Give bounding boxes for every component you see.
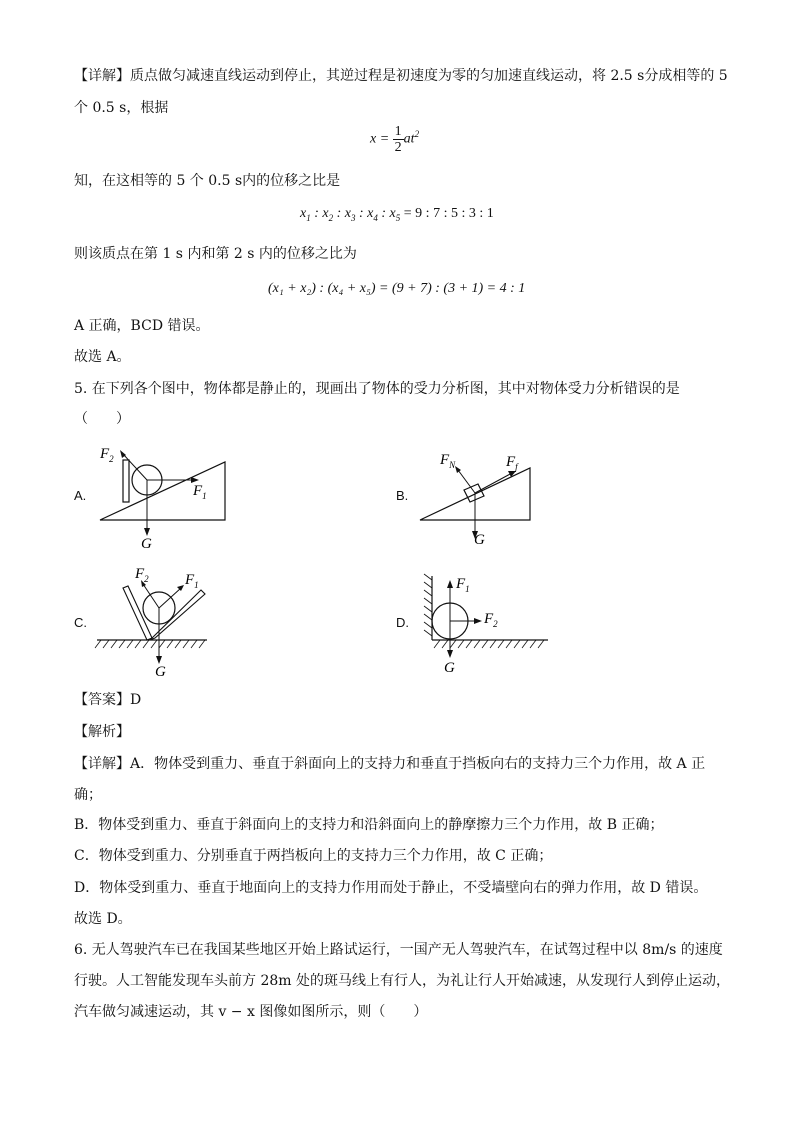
- formula-fraction: [393, 124, 404, 155]
- option-b-label: B.: [396, 488, 409, 503]
- option-c-label: C.: [74, 615, 87, 630]
- q6-line2: 行驶。人工智能发现车头前方 28m 处的斑马线上有行人，为礼让行人开始减速，从发现行人到停止运动，: [74, 973, 730, 989]
- diagram-c: [95, 562, 225, 682]
- formula-sum-ratio: (x₁ + x₂) : (x₄ + x₅) = (9 + 7) : (3 + 1) = 4 : 1: [268, 281, 526, 296]
- force-label-d-f1: $F_1$: [456, 576, 470, 594]
- formula-ratio: $x_1$ : $x_2$ : $x_3$ : $x_4$ : $x_5 = 9$ : 7 : 5 : 3 : 1: [300, 206, 494, 223]
- q4-then-line: 则该质点在第 1 s 内和第 2 s 内的位移之比为: [74, 246, 357, 262]
- q5-detail-c: C．物体受到重力、分别垂直于两挡板向上的支持力三个力作用，故 C 正确；: [74, 848, 553, 864]
- fraction-numerator: 1: [394, 124, 402, 139]
- force-label-c-f2: $F_2$: [135, 566, 149, 584]
- q5-detail-a1: 【详解】A．物体受到重力、垂直于斜面向上的支持力和垂直于挡板向右的支持力三个力作用，故 A 正: [74, 756, 706, 772]
- q5-analysis: 【解析】: [74, 724, 130, 740]
- q4-detail-line2: 个 0.5 s，根据: [74, 100, 169, 116]
- q4-result: A 正确，BCD 错误。: [74, 318, 210, 334]
- force-label-b-ff: $F_f$: [506, 454, 518, 472]
- force-label-a-f2: $F_2$: [100, 446, 114, 464]
- formula-sup: 2: [414, 129, 420, 140]
- ratio-values: = 9 : 7 : 5 : 3 : 1: [403, 206, 494, 221]
- option-a-label: A.: [74, 488, 87, 503]
- q5-detail-a2: 确；: [74, 787, 102, 803]
- q5-answer: 【答案】D: [74, 692, 142, 708]
- q4-detail-line1: 【详解】质点做匀减速直线运动到停止，其逆过程是初速度为零的匀加速直线运动，将 2.5 s分成相等的 5: [74, 68, 728, 84]
- q6-line1: 6. 无人驾驶汽车已在我国某些地区开始上路试运行，一国产无人驾驶汽车，在试驾过程中以 8m/s 的速度: [74, 942, 723, 958]
- q5-stem-line2: （ ）: [74, 411, 130, 427]
- diagram-d: [420, 568, 560, 678]
- q4-know-line: 知，在这相等的 5 个 0.5 s内的位移之比是: [74, 173, 341, 189]
- formula-rhs: at: [403, 131, 415, 147]
- force-label-c-f1: $F_1$: [185, 572, 199, 590]
- force-label-d-g: G: [444, 660, 455, 676]
- force-label-a-f1: $F_1$: [193, 483, 207, 501]
- formula-displacement: [370, 124, 419, 155]
- formula-lhs: x =: [370, 131, 393, 147]
- q6-line3: 汽车做匀减速运动，其 v − x 图像如图所示，则（ ）: [74, 1004, 428, 1020]
- diagram-b: [418, 440, 558, 550]
- force-label-b-fn: $F_N$: [440, 452, 456, 470]
- q5-detail-b: B．物体受到重力、垂直于斜面向上的支持力和沿斜面向上的静摩擦力三个力作用，故 B 正确；: [74, 817, 664, 833]
- option-d-label: D.: [396, 615, 409, 630]
- q5-choose: 故选 D。: [74, 911, 132, 927]
- force-label-a-g: G: [141, 536, 152, 552]
- q5-stem-line1: 5. 在下列各个图中，物体都是静止的，现画出了物体的受力分析图，其中对物体受力分析错误的是: [74, 381, 680, 397]
- force-label-c-g: G: [155, 664, 166, 680]
- diagram-a: [95, 440, 235, 550]
- q4-choose: 故选 A。: [74, 349, 131, 365]
- fraction-denominator: 2: [394, 140, 402, 155]
- q5-detail-d: D．物体受到重力、垂直于地面向上的支持力作用而处于静止，不受墙壁向右的弹力作用，故 D 错误。: [74, 880, 708, 896]
- force-label-b-g: G: [474, 532, 485, 548]
- force-label-d-f2: $F_2$: [484, 611, 498, 629]
